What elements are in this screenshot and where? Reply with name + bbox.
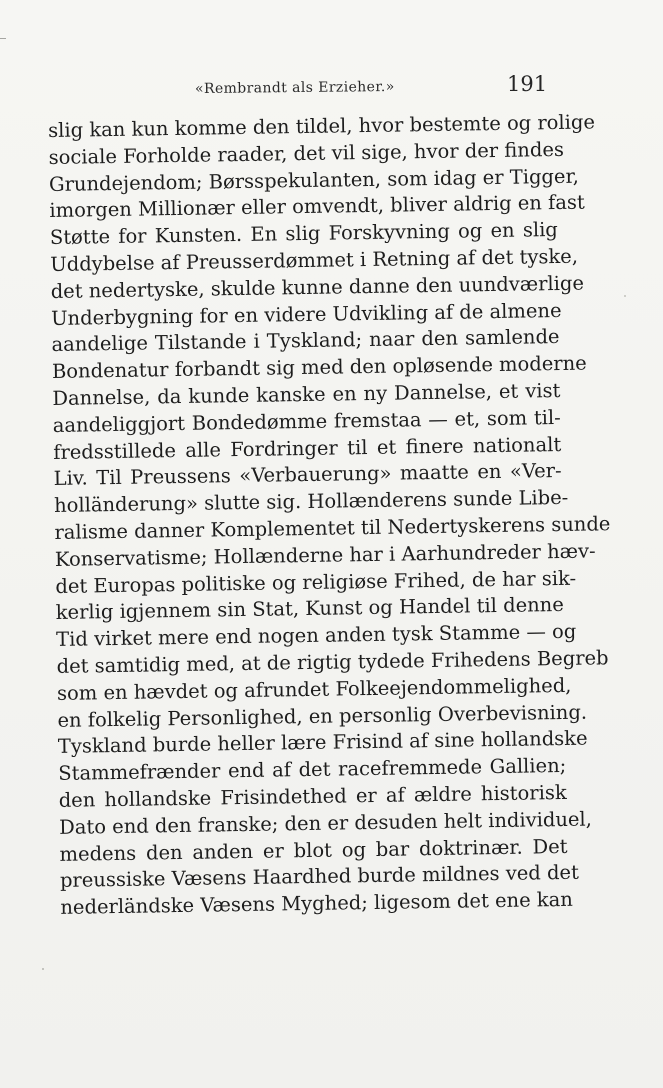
text-line: slig kan kun komme den tildel, hvor bestemte og rolige <box>48 110 596 142</box>
edge-mark <box>0 38 6 39</box>
text-line: fredsstillede alle Fordringer til et finere nationalt <box>53 432 562 464</box>
paper-speck <box>624 295 626 297</box>
text-line: holländerung» slutte sig. Hollænderens sunde Libe- <box>53 486 569 518</box>
text-line: Støtte for Kunsten. En slig Forskyvning og en slig <box>49 218 558 250</box>
text-line: Dato end den franske; den er desuden helt individuel, <box>58 807 593 839</box>
text-line: Liv. Til Preussens «Verbauerung» maatte en «Ver- <box>53 459 562 491</box>
text-line: Underbygning for en videre Udvikling af de almene <box>50 298 562 330</box>
text-line: kerlig igjennem sin Stat, Kunst og Handel til denne <box>55 593 564 625</box>
text-line: aandeliggjort Bondedømme fremstaa — et, som til- <box>52 405 561 437</box>
text-line: en folkelig Personlighed, en personlig Overbevisning. <box>57 700 588 732</box>
text-line: nederländske Væsens Myghed; ligesom det ene kan <box>60 887 574 920</box>
text-line: ralisme danner Komplementet til Nedertyskerens sunde <box>54 512 611 544</box>
text-line: Grundejendom; Børsspekulanten, som idag er Tigger, <box>48 164 580 196</box>
text-line: som en hævdet og afrundet Folkeejendommelighed, <box>56 673 572 705</box>
body-text <box>48 110 611 922</box>
text-line: preussiske Væsens Haardhed burde mildnes ved det <box>59 861 580 893</box>
text-line: imorgen Millionær eller omvendt, bliver aldrig en fast <box>49 190 585 223</box>
text-line: Bondenatur forbandt sig med den opløsende moderne <box>51 351 587 384</box>
text-line: Dannelse, da kunde kanske en ny Dannelse, et vist <box>52 378 561 410</box>
page-number: 191 <box>507 72 548 96</box>
text-line: medens den anden er blot og bar doktrinær. Det <box>59 834 568 866</box>
paper-speck <box>42 968 44 970</box>
text-line: det nedertyske, skulde kunne danne den uundværlige <box>50 271 585 303</box>
text-line: Tyskland burde heller lære Frisind af sine hollandske <box>57 726 588 759</box>
text-line: sociale Forholde raader, det vil sige, hvor der findes <box>48 137 565 169</box>
text-line: Stammefrænder end af det racefremmede Gallien; <box>58 754 567 786</box>
text-line: det samtidig med, at de rigtig tydede Frihedens Begreb <box>56 646 609 678</box>
text-line: Konservatisme; Hollænderne har i Aarhundreder hæv- <box>54 539 596 571</box>
running-header <box>0 70 663 100</box>
text-line: det Europas politiske og religiøse Frihed, de har sik- <box>55 566 577 598</box>
text-line: den hollandske Frisindethed er af ældre historisk <box>58 780 567 812</box>
running-title: «Rembrandt als Erzieher.» <box>194 78 395 98</box>
text-line: Tid virket mere end nogen anden tysk Stamme — og <box>56 619 577 652</box>
text-line: Uddybelse af Preusserdømmet i Retning af det tyske, <box>50 244 579 276</box>
text-line: aandelige Tilstande i Tyskland; naar den samlende <box>51 325 560 357</box>
